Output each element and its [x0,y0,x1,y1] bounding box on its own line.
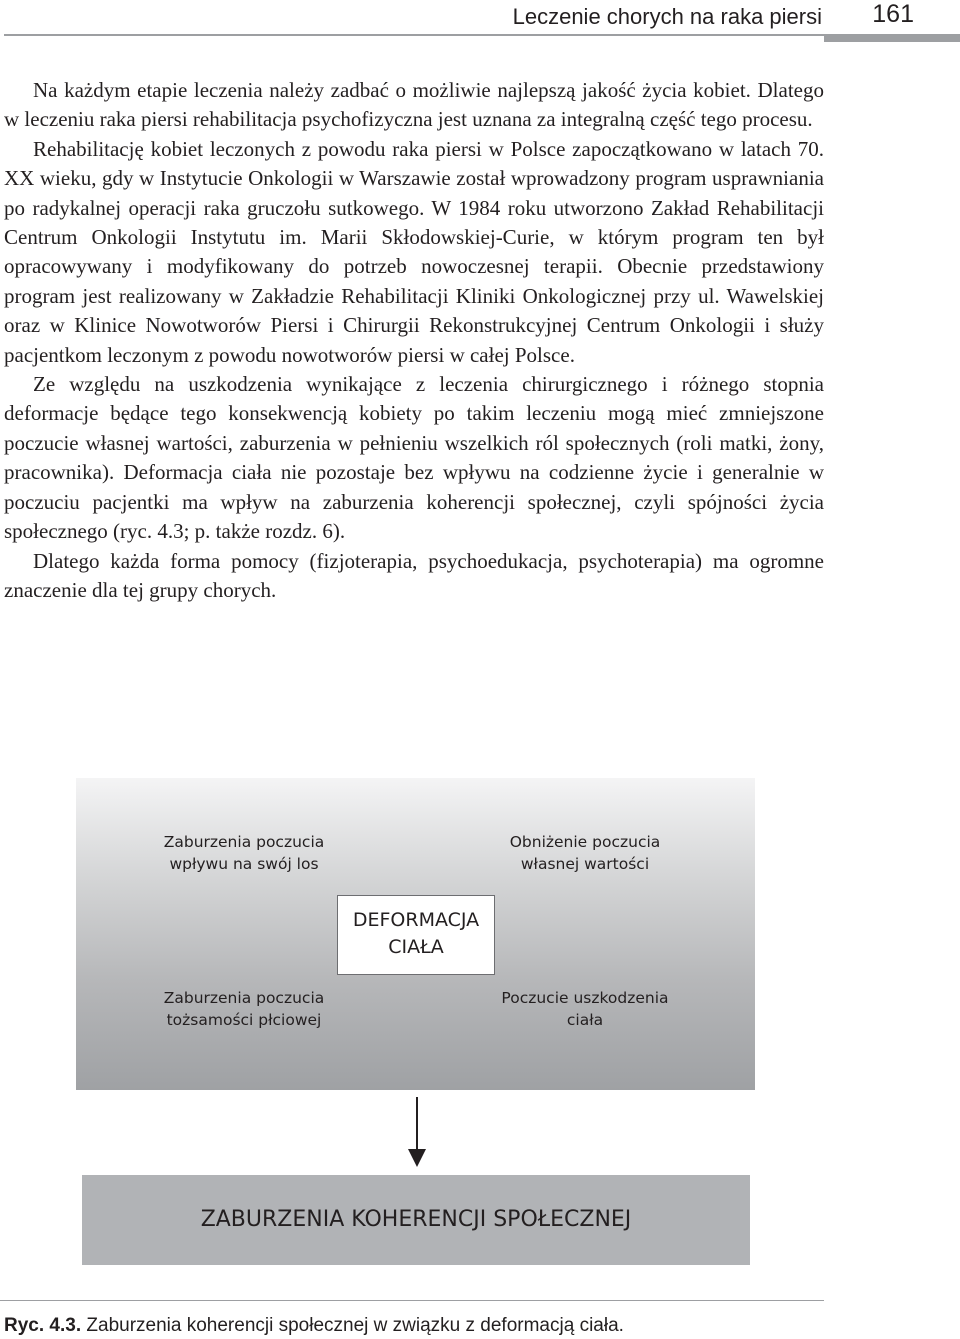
figure-caption [4,1315,624,1337]
label-line: Poczucie uszkodzenia [501,989,669,1007]
label-line: Obniżenie poczucia [509,833,661,851]
label-line: wpływu na swój los [169,855,319,873]
caption-label: Ryc. 4.3. [4,1315,82,1336]
label-line: Zaburzenia poczucia [163,989,325,1007]
page-header [0,0,960,44]
diagram-label-bottom-right [475,987,695,1031]
diagram-result-box: ZABURZENIA KOHERENCJI SPOŁECZNEJ [82,1175,750,1265]
paragraph: Na każdym etapie leczenia należy zadbać o możliwie najlepszą jakość życia kobiet. Dlatego w leczeniu raka piersi rehabilitacja psychofizyczna jest uznana za integralną część tego procesu. [4,78,824,132]
page-number: 161 [872,0,914,28]
label-line: tożsamości płciowej [166,1011,322,1029]
header-block [824,34,960,42]
diagram-label-top-left [134,831,354,875]
label-line: ciała [566,1011,604,1029]
label-line: CIAŁA [388,936,444,958]
label-line: własnej wartości [520,855,650,873]
label-line: Zaburzenia poczucia [163,833,325,851]
caption-rule [0,1300,824,1301]
running-title: Leczenie chorych na raka piersi [512,4,822,29]
diagram-label-top-right [475,831,695,875]
label-line: DEFORMACJA [352,909,480,931]
paragraph: Rehabilitację kobiet leczonych z powodu raka piersi w Polsce zapoczątkowano w latach 70. XX wieku, gdy w Instytucie Onkologii w Warszawie został wprowadzony program usprawniania po radykalnej operacji raka gruczołu sutkowego. W 1984 roku utworzono Zakład Rehabilitacji Centrum Onkologii Instytutu im. Marii Skłodowskiej-Curie, w którym program ten był opracowywany i modyfikowany do potrzeb nowoczesnej terapii. Obecnie przedstawiony program jest realizowany w Zakładzie Rehabilitacji Kliniki Onkologicznej przy ul. Wawelskiej oraz w Klinice Nowotworów Piersi i Chirurgii Rekonstrukcyjnej Centrum Onkologii i służy pacjentkom leczonym z powodu nowotworów piersi w całej Polsce. [4,136,824,367]
caption-text: Zaburzenia koherencji społecznej w związku z deformacją ciała. [86,1315,624,1336]
paragraph: Ze względu na uszkodzenia wynikające z leczenia chirurgicznego i różnego stopnia deformacje będące tego konsekwencją kobiety po takim leczeniu mogą mieć zmniejszone poczucie własnej wartości, zaburzenia w pełnieniu wszelkich ról społecznych (roli matki, żony, pracownika). Deformacja ciała nie pozostaje bez wpływu na codzienne życie i generalnie w poczuciu pacjentki ma wpływ na zaburzenia koherencji społecznej, czyli spójności życia społecznego (ryc. 4.3; p. także rozdz. 6). [4,372,824,544]
header-rule [4,34,824,36]
paragraph: Dlatego każda forma pomocy (fizjoterapia, psychoedukacja, psychoterapia) ma ogromne znaczenie dla tej grupy chorych. [4,548,824,602]
body-text [4,76,824,605]
diagram-label-bottom-left [134,987,354,1031]
down-arrow-icon [403,1097,431,1169]
diagram-center-box [337,895,495,975]
figure-diagram [76,778,755,1090]
